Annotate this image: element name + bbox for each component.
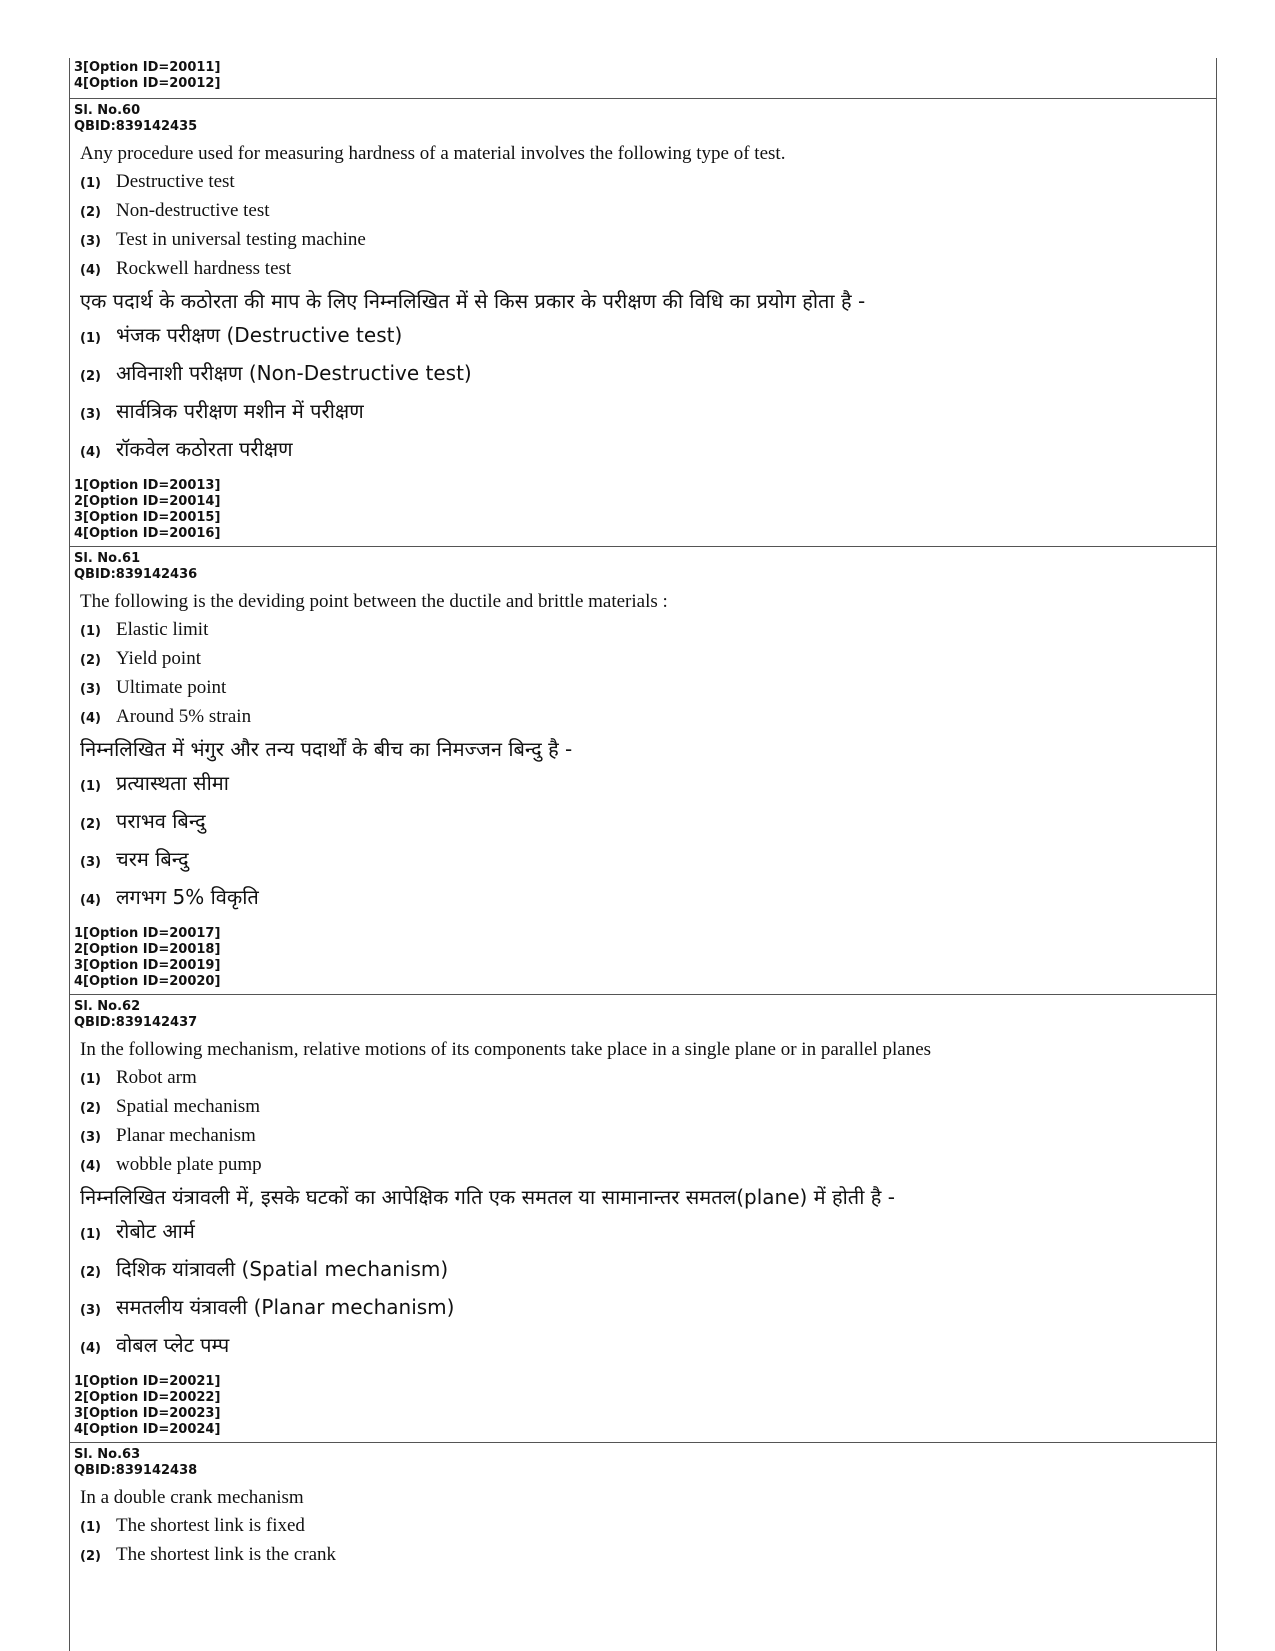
option-ids-q59 [70, 58, 1216, 99]
option-id-line: 3[Option ID=20011] [74, 60, 221, 75]
option-hi-3: (3) सार्वत्रिक परीक्षण मशीन में परीक्षण [80, 399, 364, 423]
option-en-1: (1) The shortest link is fixed [80, 1515, 305, 1536]
option-id-line: 1[Option ID=20013] [74, 478, 221, 493]
qbid: QBID:839142438 [74, 1463, 198, 1478]
option-hi-2: (2) पराभव बिन्दु [80, 809, 206, 833]
option-hi-3: (3) समतलीय यंत्रावली (Planar mechanism) [80, 1295, 455, 1319]
serial-number: Sl. No.63 [74, 1447, 141, 1462]
question-block-62 [70, 995, 1216, 1443]
option-en-1: (1) Destructive test [80, 171, 235, 192]
option-id-line: 2[Option ID=20014] [74, 494, 221, 509]
serial-number: Sl. No.60 [74, 103, 141, 118]
option-hi-4: (4) रॉकवेल कठोरता परीक्षण [80, 437, 293, 461]
option-hi-1: (1) भंजक परीक्षण (Destructive test) [80, 323, 403, 347]
serial-number: Sl. No.61 [74, 551, 141, 566]
option-id-line: 1[Option ID=20017] [74, 926, 221, 941]
option-id-line: 3[Option ID=20015] [74, 510, 221, 525]
option-hi-2: (2) दिशिक यांत्रावली (Spatial mechanism) [80, 1257, 449, 1281]
question-text-en: In a double crank mechanism [80, 1487, 304, 1508]
question-text-en: In the following mechanism, relative motions of its components take place in a single plane or in parallel planes [80, 1039, 932, 1060]
option-en-3: (3) Planar mechanism [80, 1125, 256, 1146]
question-text-hi: निम्नलिखित यंत्रावली में, इसके घटकों का आपेक्षिक गति एक समतल या सामानान्तर समतल(plane) में होती है - [80, 1185, 895, 1209]
option-id-line: 2[Option ID=20022] [74, 1390, 221, 1405]
question-paper-page [69, 58, 1217, 1651]
option-en-2: (2) Spatial mechanism [80, 1096, 261, 1117]
option-en-2: (2) Yield point [80, 648, 201, 669]
option-id-line: 2[Option ID=20018] [74, 942, 221, 957]
option-hi-2: (2) अविनाशी परीक्षण (Non-Destructive test) [80, 361, 472, 385]
qbid: QBID:839142435 [74, 119, 198, 134]
option-id-line: 4[Option ID=20012] [74, 76, 221, 91]
option-ids [74, 478, 1212, 542]
option-en-4: (4) Around 5% strain [80, 706, 252, 727]
question-text-en: The following is the deviding point between the ductile and brittle materials : [80, 591, 668, 612]
option-hi-3: (3) चरम बिन्दु [80, 847, 189, 871]
option-id-line: 4[Option ID=20016] [74, 526, 221, 541]
option-hi-4: (4) लगभग 5% विकृति [80, 885, 259, 909]
qbid: QBID:839142437 [74, 1015, 198, 1030]
option-id-line: 3[Option ID=20019] [74, 958, 221, 973]
qbid: QBID:839142436 [74, 567, 198, 582]
serial-number: Sl. No.62 [74, 999, 141, 1014]
option-id-line: 1[Option ID=20021] [74, 1374, 221, 1389]
question-block-63 [70, 1443, 1216, 1568]
option-en-3: (3) Test in universal testing machine [80, 229, 366, 250]
option-hi-1: (1) प्रत्यास्थता सीमा [80, 771, 229, 795]
option-ids [74, 1374, 1212, 1438]
question-block-61 [70, 547, 1216, 995]
option-en-2: (2) Non-destructive test [80, 200, 270, 221]
option-id-line: 3[Option ID=20023] [74, 1406, 221, 1421]
option-en-1: (1) Robot arm [80, 1067, 197, 1088]
question-text-hi: निम्नलिखित में भंगुर और तन्य पदार्थों के बीच का निमज्जन बिन्दु है - [80, 737, 573, 761]
option-id-line: 4[Option ID=20024] [74, 1422, 221, 1437]
option-en-1: (1) Elastic limit [80, 619, 209, 640]
question-text-hi: एक पदार्थ के कठोरता की माप के लिए निम्नलिखित में से किस प्रकार के परीक्षण की विधि का प्रयोग होता है - [80, 289, 866, 313]
option-en-2: (2) The shortest link is the crank [80, 1544, 337, 1565]
option-id-line: 4[Option ID=20020] [74, 974, 221, 989]
question-text-en: Any procedure used for measuring hardness of a material involves the following type of test. [80, 143, 786, 164]
option-en-4: (4) wobble plate pump [80, 1154, 262, 1175]
option-ids [74, 926, 1212, 990]
question-block-60 [70, 99, 1216, 547]
option-hi-4: (4) वोबल प्लेट पम्प [80, 1333, 230, 1357]
option-hi-1: (1) रोबोट आर्म [80, 1219, 195, 1243]
option-en-3: (3) Ultimate point [80, 677, 227, 698]
option-en-4: (4) Rockwell hardness test [80, 258, 292, 279]
